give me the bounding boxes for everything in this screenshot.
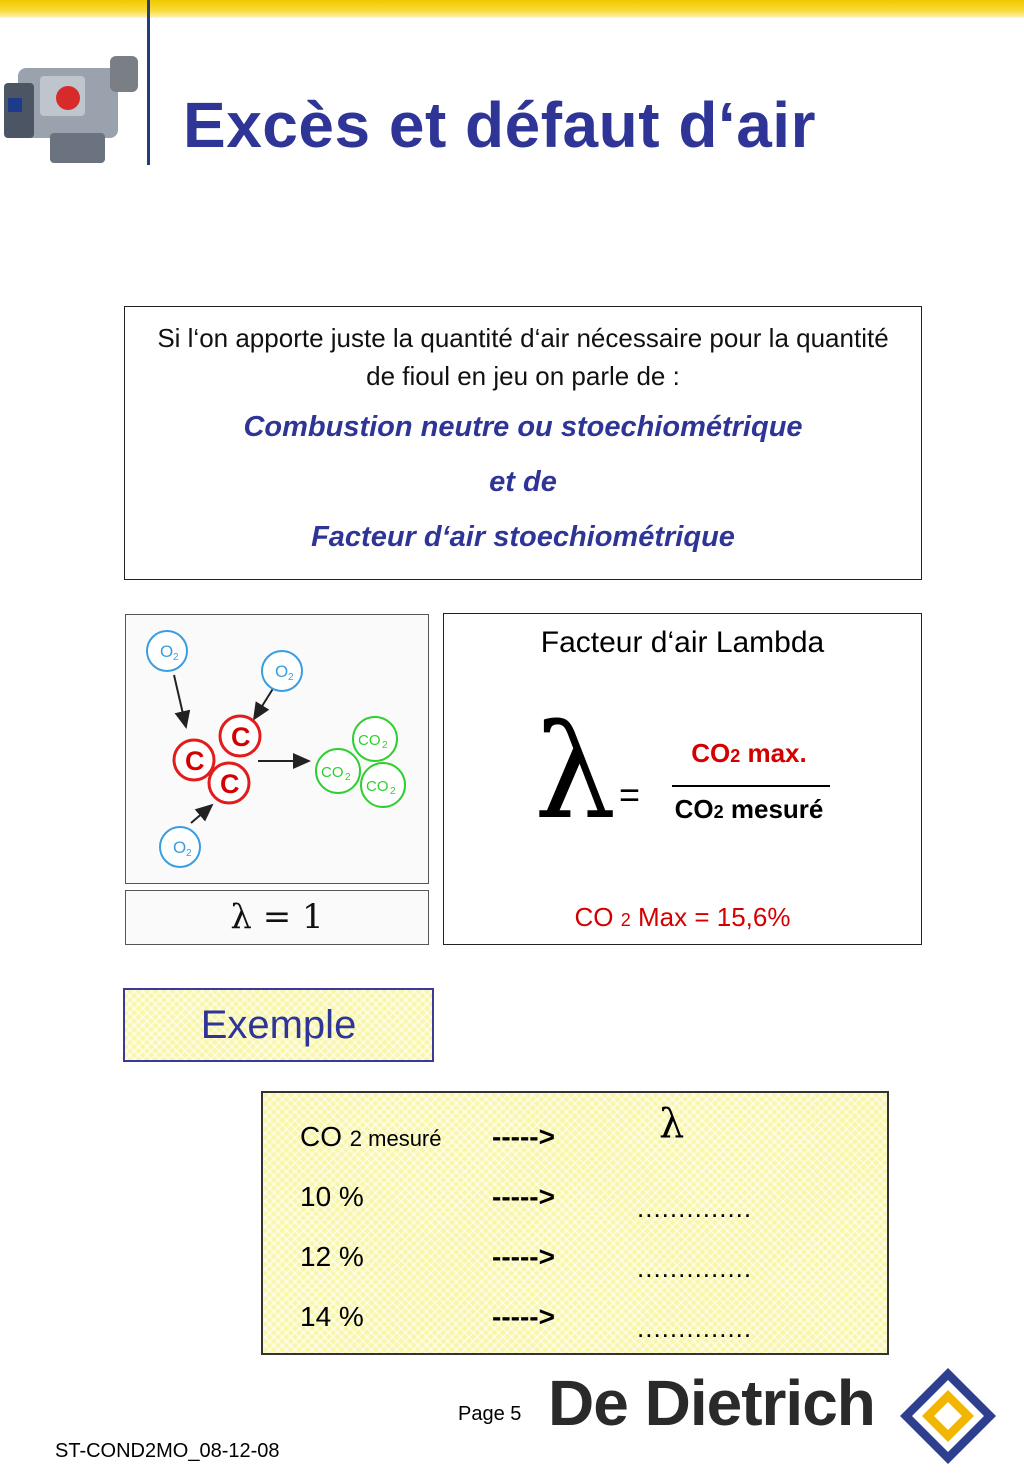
co2-max-value: CO 2 Max = 15,6% (574, 902, 791, 932)
svg-text:C: C (185, 746, 205, 776)
co2-molecule (353, 717, 397, 761)
row-arrow: -----> (492, 1241, 555, 1272)
lambda-formula-box (443, 613, 922, 945)
brand-logo-text: De Dietrich (548, 1367, 875, 1439)
svg-text:2: 2 (186, 848, 192, 859)
burner-image (0, 38, 140, 168)
row-value: 12 % (300, 1241, 364, 1272)
arrow-o2-top (174, 675, 186, 727)
carbon-atom (174, 740, 214, 780)
lambda-symbol: λ (534, 696, 617, 848)
intro-box (124, 306, 922, 580)
header-arrow: -----> (492, 1121, 555, 1152)
formula-numerator: CO2 max. (691, 738, 807, 768)
svg-text:2: 2 (173, 652, 179, 663)
formula-title: Facteur d‘air Lambda (540, 626, 825, 659)
formula-denominator: CO2 mesuré (674, 794, 824, 824)
o2-molecule (160, 827, 200, 867)
svg-text:O: O (173, 838, 187, 857)
svg-text:O: O (160, 642, 174, 661)
row-value: 14 % (300, 1301, 364, 1332)
lambda-equals-one: λ = 1 (125, 890, 429, 945)
term-air-factor: Facteur d‘air stoechiométrique (311, 521, 735, 553)
carbon-atom (209, 763, 249, 803)
document-code: ST-COND2MO_08-12-08 (55, 1440, 280, 1462)
arrow-o2-bottom (191, 805, 212, 823)
intro-text: Si l‘on apporte juste la quantité d‘air nécessaire pour la quantité de fioul en jeu on parle de : (157, 323, 889, 391)
example-table (261, 1091, 889, 1355)
intro-connector: et de (489, 466, 557, 498)
svg-text:O: O (275, 662, 289, 681)
co2-molecule (361, 763, 405, 807)
o2-molecule (262, 651, 302, 691)
example-label: Exemple (123, 988, 434, 1062)
term-stoichiometric-combustion: Combustion neutre ou stoechiométrique (243, 411, 803, 443)
svg-text:2: 2 (345, 772, 351, 783)
row-result: .............. (637, 1253, 753, 1283)
carbon-atom (220, 716, 260, 756)
svg-text:2: 2 (390, 786, 396, 797)
combustion-diagram (125, 614, 429, 884)
row-result: .............. (637, 1313, 753, 1343)
row-arrow: -----> (492, 1301, 555, 1332)
top-accent-bar (0, 0, 1024, 18)
row-result: .............. (637, 1193, 753, 1223)
co2-molecule (316, 749, 360, 793)
combustion-diagram-svg (126, 615, 428, 883)
svg-text:2: 2 (382, 740, 388, 751)
svg-text:2: 2 (288, 672, 294, 683)
page-number: Page 5 (458, 1403, 522, 1425)
header-co2-measured: CO 2 mesuré (300, 1121, 442, 1152)
svg-text:CO: CO (358, 732, 381, 749)
header-divider (147, 0, 150, 165)
fraction-line (672, 785, 830, 787)
svg-text:C: C (231, 722, 251, 752)
header-lambda: λ (659, 1101, 685, 1147)
brand-diamond-icon (898, 1366, 998, 1466)
o2-molecule (147, 631, 187, 671)
arrow-o2-right (254, 687, 274, 719)
svg-text:C: C (220, 769, 240, 799)
page-title: Excès et défaut d‘air (183, 89, 816, 161)
svg-text:CO: CO (321, 764, 344, 781)
row-value: 10 % (300, 1181, 364, 1212)
equals-sign: = (619, 774, 641, 815)
svg-text:CO: CO (366, 778, 389, 795)
row-arrow: -----> (492, 1181, 555, 1212)
